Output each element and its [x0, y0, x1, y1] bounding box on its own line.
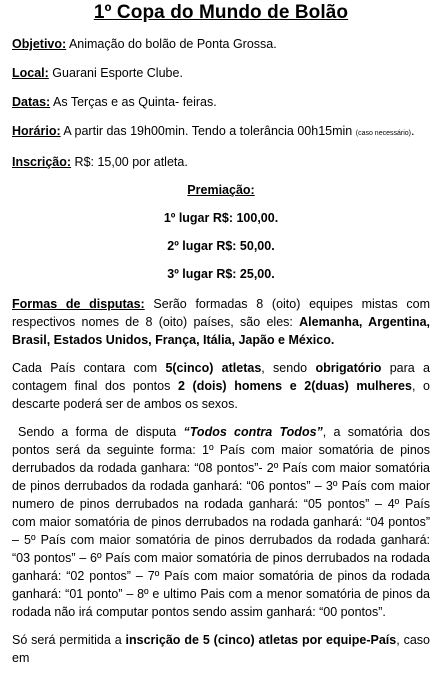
- datas-text: As Terças e as Quinta- feiras.: [50, 95, 217, 109]
- objetivo-line: [12, 36, 430, 53]
- premiacao-title: Premiação:: [187, 183, 255, 197]
- disputa-text-2: , a somatória dos pontos será da seguinte forma: 1º País com maior somatória de pinos derrubados da rodada ganhara: “08 pontos”- 2º País com maior somatória de pinos derrubados da rodada ganhará: “06 pontos” – 3º País com maior numero de pinos derrubados na rodada ganhará: “05 pontos” – 4º País com maior somatória de pinos derrubados na rodada ganhará: “04 pontos” – 5º País com maior somatória de pinos derrubados da rodada ganhará: “03 pontos” – 6º País com maior somatória de pinos derrubados na rodada ganhará: “02 pontos” – 7º País com maior somatória de pinos da rodada ganhará: “01 ponto” – 8º e ultimo Pais com a menor somatória de pinos da rodada não irá computar pontos sendo assim ganhará: “00 pontos”.: [12, 425, 430, 619]
- horario-text: A partir das 19h00min. Tendo a tolerância 00h15min: [60, 124, 356, 138]
- formas-countries: Alemanha, Argentina, Brasil, Estados Unidos, França, Itália, Japão e México.: [12, 315, 430, 347]
- ultima-bold: inscrição de 5 (cinco) atletas por equipe-País: [125, 633, 397, 647]
- objetivo-text: Animação do bolão de Ponta Grossa.: [66, 37, 277, 51]
- ultima-text-1: Só será permitida a: [12, 633, 126, 647]
- cada-pais-bold-3: 2 (dois) homens e 2(duas) mulheres: [177, 379, 412, 393]
- cada-pais-text-2: , sendo: [261, 361, 316, 375]
- cada-pais-bold-2: obrigatório: [315, 361, 382, 375]
- objetivo-label: Objetivo:: [12, 37, 67, 51]
- datas-label: Datas:: [12, 95, 51, 109]
- formas-text: Serão formadas 8 (oito) equipes mistas com respectivos nomes de 8 (oito) países, são eles:: [12, 297, 431, 329]
- inscricao-label: Inscrição:: [12, 155, 72, 169]
- horario-note: (caso necessário): [355, 130, 411, 137]
- horario-line: [12, 123, 430, 142]
- prize-third: 3º lugar R$: 25,00.: [167, 267, 275, 281]
- disputa-text-1: Sendo a forma de disputa: [18, 425, 184, 439]
- formas-label: Formas de disputas:: [12, 297, 145, 311]
- datas-line: [12, 94, 430, 111]
- cada-pais-bold-1: 5(cinco) atletas: [165, 361, 262, 375]
- ultima-text-2: , caso em: [12, 633, 430, 665]
- ultima-paragraph: [12, 631, 430, 667]
- cada-pais-paragraph: [12, 359, 430, 413]
- cada-pais-text-3: para a contagem final dos pontos: [12, 361, 430, 393]
- formas-paragraph: [12, 295, 430, 349]
- prize-second: 2º lugar R$: 50,00.: [167, 239, 275, 253]
- local-text: Guarani Esporte Clube.: [48, 66, 183, 80]
- cada-pais-text-4: , o descarte poderá ser de ambos os sexos.: [12, 379, 430, 411]
- document-page: [0, 2, 442, 680]
- horario-label: Horário:: [12, 124, 61, 138]
- prize-first: 1º lugar R$: 100,00.: [163, 211, 279, 225]
- document-title: 1º Copa do Mundo de Bolão: [93, 2, 349, 23]
- local-label: Local:: [12, 66, 49, 80]
- disputa-bold-italic: “Todos contra Todos”: [183, 425, 323, 439]
- disputa-paragraph: [12, 423, 430, 621]
- inscricao-line: [12, 154, 430, 171]
- inscricao-text: R$: 15,00 por atleta.: [71, 155, 188, 169]
- cada-pais-text-1: Cada País contara com: [12, 361, 166, 375]
- horario-end: .: [410, 124, 415, 138]
- local-line: [12, 65, 430, 82]
